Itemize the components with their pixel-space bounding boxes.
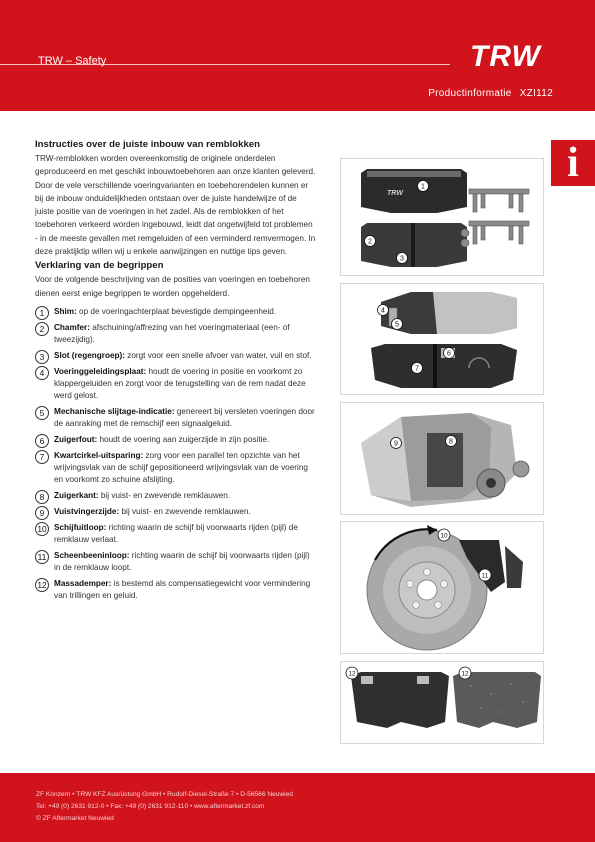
callout-12-right — [459, 667, 471, 679]
list-item: 5 Mechanische slijtage-indicatie: genereert bij versleten voeringen door de aanraking met de remschijf een signaalgeluid. — [35, 406, 317, 430]
svg-text:4: 4 — [381, 307, 385, 315]
info-icon: i — [551, 140, 595, 186]
callout-8 — [446, 436, 457, 447]
callout-3 — [397, 253, 408, 264]
figure-brake-disc — [340, 521, 544, 654]
page-footer — [0, 773, 595, 842]
page-header — [0, 0, 595, 111]
footer-copyright: © ZF Aftermarket Neuwied — [36, 815, 114, 822]
svg-text:7: 7 — [415, 365, 419, 373]
svg-text:3: 3 — [400, 255, 404, 263]
document-type-label: Productinformatie — [428, 88, 512, 99]
footer-address: ZF Konzern • TRW KFZ Ausrüstung GmbH • Rudolf-Diesel-Straße 7 • D-56566 Neuwied — [36, 791, 293, 798]
svg-text:5: 5 — [395, 321, 399, 329]
svg-text:9: 9 — [394, 440, 398, 448]
list-item: 2 Chamfer: afschuining/affrezing van het voeringmateriaal (een- of tweezijdig). — [35, 322, 317, 346]
svg-text:10: 10 — [440, 532, 448, 540]
pad-brand-label: TRW — [387, 190, 403, 197]
figure-brake-pads-accessories — [340, 158, 544, 276]
list-item: 12 Massademper: is bestemd als compensatiegewicht voor vermindering van trillingen en geluid. — [35, 578, 317, 602]
list-item: 7 Kwartcirkel-uitsparing: zorg voor een parallel ten opzichte van het wrijvingsvlak van de schijf gepositioneerd wrijvingsvlak van de voering en voorkomt zo schuine afslijting. — [35, 450, 317, 485]
callout-12-left — [346, 667, 358, 679]
section-title-terms: Verklaring van de begrippen — [35, 260, 164, 272]
list-item: 6 Zuigerfout: houdt de voering aan zuigerzijde in zijn positie. — [35, 434, 317, 446]
figure-caliper — [340, 402, 544, 515]
list-item: 1 Shim: op de voeringachterplaat bevestigde dempingeenheid. — [35, 306, 317, 318]
section-title-installation: Instructies over de juiste inbouw van remblokken — [35, 139, 260, 150]
terms-list — [35, 306, 317, 602]
callout-10 — [438, 529, 450, 541]
trw-logo: TRW — [470, 40, 541, 73]
svg-text:11: 11 — [481, 572, 489, 580]
text-column — [35, 139, 317, 606]
accessory-clips — [461, 189, 529, 247]
callout-11 — [479, 569, 491, 581]
svg-text:6: 6 — [447, 350, 451, 358]
svg-text:1: 1 — [421, 183, 425, 191]
callout-2 — [365, 236, 376, 247]
callout-5 — [392, 319, 403, 330]
document-code: XZI112 — [519, 88, 553, 99]
section-body-installation: TRW-remblokken worden overeenkomstig de originele onderdelen geproduceerd en met geschikt inbouwtoebehoren aan onze klanten geleverd. Door de vele verschillende voeringvarianten en toebehorendelen kunnen er bij de inbouw onduidelijkheden ontstaan over de juiste handelwijze of de juiste positie van de voeringen in het zadel. Als de remblokken of het toebehoren verkeerd worden ingebouwd, leidt dat ongetwijfeld tot problemen - in de meeste gevallen met remgeluiden of een verminderd remvermogen. In deze praktijktip willen wij u enkele aanwijzingen en nuttige tips geven. — [35, 154, 316, 257]
figure-mass-damper — [340, 661, 544, 744]
callout-1 — [418, 181, 429, 192]
callout-9 — [391, 438, 402, 449]
callout-6 — [444, 348, 455, 359]
list-item: 4 Voeringgeleidingsplaat: houdt de voering in positie en voorkomt zo klappergeluiden en zorgt voor de terugstelling van de rem nadat deze werd gelost. — [35, 366, 317, 401]
svg-text:12: 12 — [348, 670, 356, 678]
callout-7 — [412, 363, 423, 374]
list-item: 9 Vuistvingerzijde: bij vuist- en zwevende remklauwen. — [35, 506, 317, 518]
footer-contact: Tel: +49 (0) 2631 912-0 • Fax: +49 (0) 2631 912-110 • www.aftermarket.zf.com — [36, 803, 265, 810]
list-item: 10 Schijfuitloop: richting waarin de schijf bij voorwaarts rijden (pijl) de remklauw verlaat. — [35, 522, 317, 546]
svg-text:2: 2 — [368, 238, 372, 246]
callout-4 — [378, 305, 389, 316]
list-item: 8 Zuigerkant: bij vuist- en zwevende remklauwen. — [35, 490, 317, 502]
svg-text:12: 12 — [461, 670, 469, 678]
section-body-terms: Voor de volgende beschrijving van de posities van voeringen en toebehoren dienen eerst enige begrippen te worden opgehelderd. — [35, 275, 310, 298]
list-item: 11 Scheenbeeninloop: richting waarin de schijf bij voorwaarts rijden (pijl) in de remklauw loopt. — [35, 550, 317, 574]
figure-pad-features — [340, 283, 544, 395]
document-type — [420, 88, 553, 99]
svg-text:8: 8 — [449, 438, 453, 446]
list-item: 3 Slot (regengroep): zorgt voor een snelle afvoer van water, vuil en stof. — [35, 350, 317, 362]
brand-subtitle: TRW – Safety — [38, 55, 107, 67]
